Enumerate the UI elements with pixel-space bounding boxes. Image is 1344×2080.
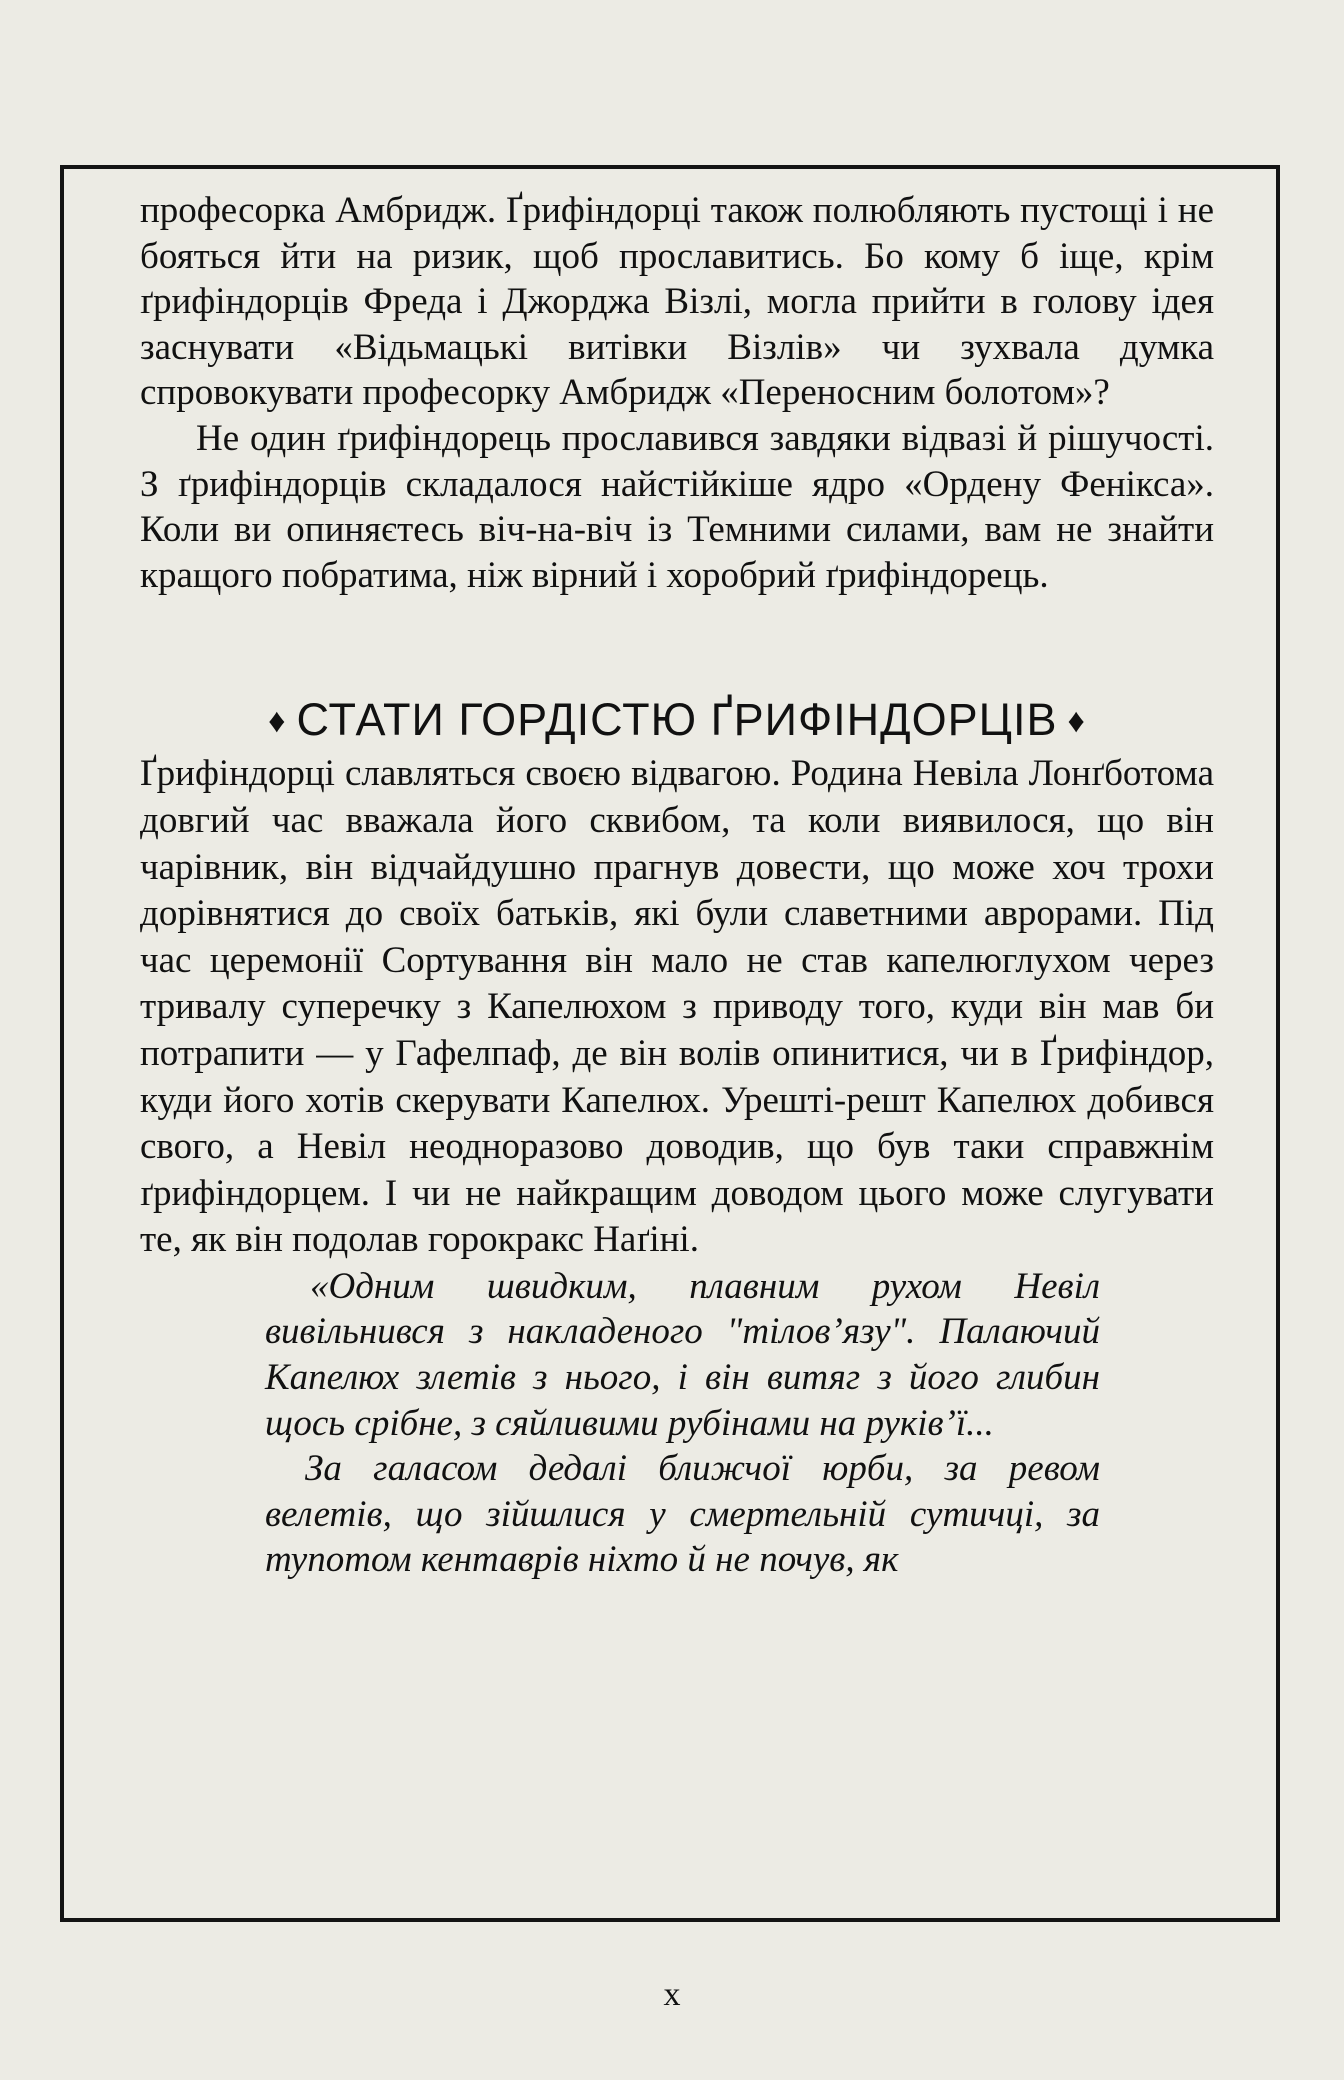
page-number: x <box>663 1976 681 2013</box>
section-heading <box>140 692 1214 749</box>
diamond-ornament-icon: ♦ <box>1067 702 1086 741</box>
diamond-ornament-icon: ♦ <box>268 702 287 741</box>
quote-paragraph-1: «Одним швидким, плавним рухом Невіл вивільнився з накладеного "тілов’язу". Палаючий Капелюх злетів з нього, і він витяг з його глибин щось срібне, з сяйливими рубінами на руків’ї... <box>265 1265 1100 1444</box>
quote-block <box>265 1264 1100 1583</box>
section-heading-text: СТАТИ ГОРДІСТЮ ҐРИФІНДОРЦІВ <box>296 694 1058 746</box>
intro-paragraph-2: Не один ґрифіндорець прославився завдяки відвазі й рішучості. З ґрифіндорців складалося найстійкіше ядро «Ордену Фенікса». Коли ви опиняєтесь віч-на-віч із Темними силами, вам не знайти кращого побратима, ніж вірний і хоробрий ґрифіндорець. <box>140 417 1214 596</box>
section-body-paragraph: Ґрифіндорці славляться своєю відвагою. Родина Невіла Лонґботома довгий час вважала його сквибом, та коли виявилося, що він чарівник, він відчайдушно прагнув довести, що може хоч трохи дорівнятися до своїх батьків, які були славетними аврорами. Під час церемонії Сортування він мало не став капелюглухом через тривалу суперечку з Капелюхом з приводу того, куди він мав би потрапити — у Гафелпаф, де він волів опинитися, чи в Ґрифіндор, куди його хотів скерувати Капелюх. Урешті-решт Капелюх добився свого, а Невіл неодноразово доводив, що був таки справжнім ґрифіндорцем. І чи не найкращим доводом цього може слугувати те, як він подолав горокракс Наґіні. <box>140 753 1214 1261</box>
page-content <box>140 188 1214 1583</box>
intro-paragraph-1: професорка Амбридж. Ґрифіндорці також полюбляють пустощі і не бояться йти на ризик, щоб прославитись. Бо кому б іще, крім ґрифіндорців Фреда і Джорджа Візлі, могла прийти в голову ідея заснувати «Відьмацькі витівки Візлів» чи зухвала думка спровокувати професорку Амбридж «Переносним болотом»? <box>140 190 1214 414</box>
quote-paragraph-2: За галасом дедалі ближчої юрби, за ревом велетів, що зійшлися у смертельній сутичці, за тупотом кентаврів ніхто й не почув, як <box>265 1448 1100 1581</box>
